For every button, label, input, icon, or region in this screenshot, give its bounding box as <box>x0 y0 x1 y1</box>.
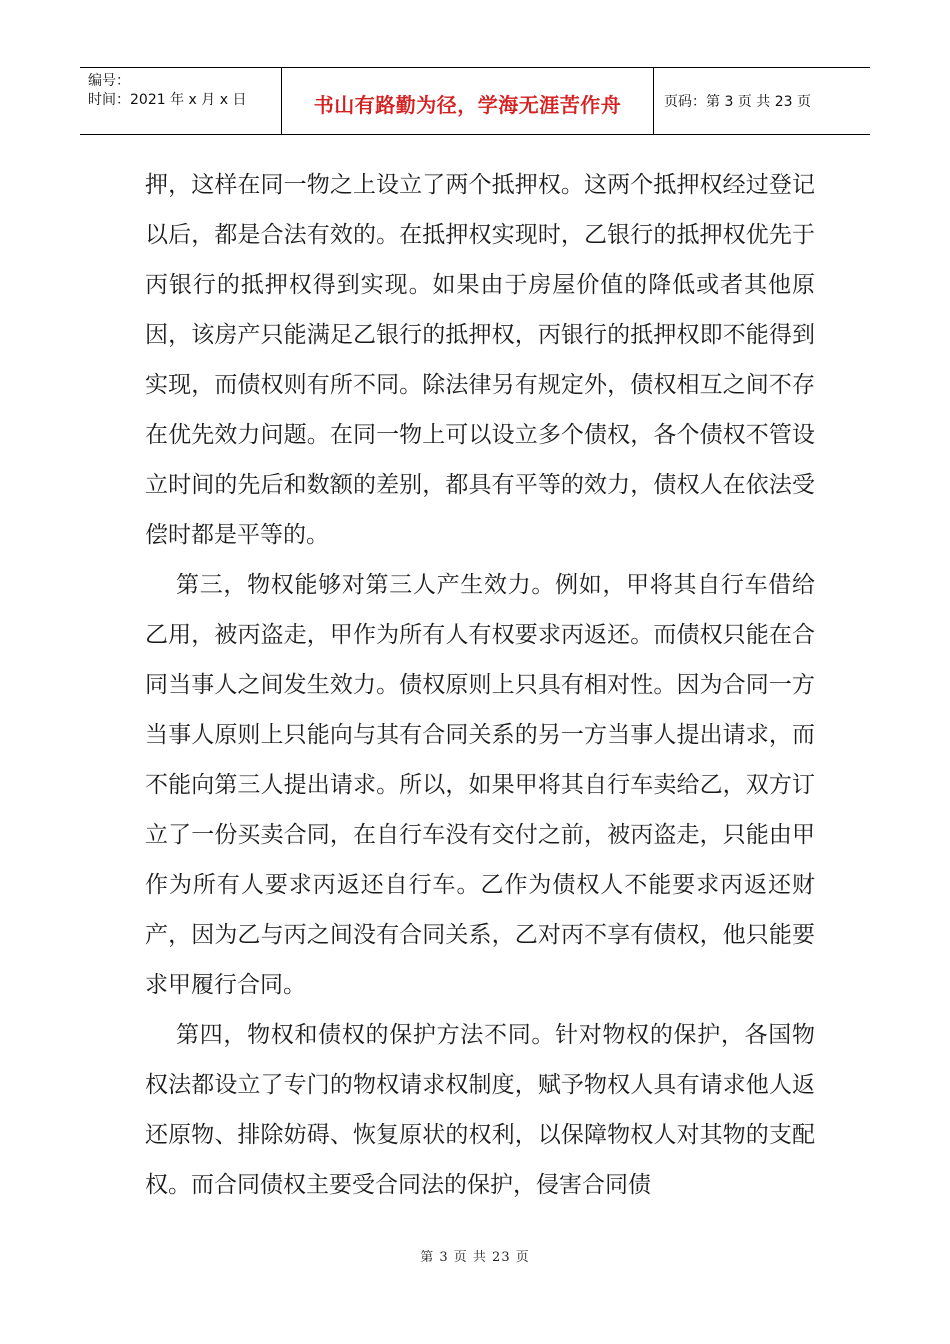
paragraph-third-point: 第三，物权能够对第三人产生效力。例如，甲将其自行车借给乙用，被丙盗走，甲作为所有人有权要求丙返还。而债权只能在合同当事人之间发生效力。债权原则上只具有相对性。因为合同一方当事人原则上只能向与其有合同关系的另一方当事人提出请求，而不能向第三人提出请求。所以，如果甲将其自行车卖给乙，双方订立了一份买卖合同，在自行车没有交付之前，被丙盗走，只能由甲作为所有人要求丙返还自行车。乙作为债权人不能要求丙返还财产，因为乙与丙之间没有合同关系，乙对丙不享有债权，他只能要求甲履行合同。 <box>145 572 815 998</box>
header-page-code: 页码：第 3 页 共 23 页 <box>664 94 811 110</box>
document-body <box>145 160 815 1210</box>
document-number-label: 编号： <box>88 73 130 89</box>
paragraph-continuation: 押，这样在同一物之上设立了两个抵押权。这两个抵押权经过登记以后，都是合法有效的。在抵押权实现时，乙银行的抵押权优先于丙银行的抵押权得到实现。如果由于房屋价值的降低或者其他原因，该房产只能满足乙银行的抵押权，丙银行的抵押权即不能得到实现，而债权则有所不同。除法律另有规定外，债权相互之间不存在优先效力问题。在同一物上可以设立多个债权，各个债权不管设立时间的先后和数额的差别，都具有平等的效力，债权人在依法受偿时都是平等的。 <box>145 172 815 548</box>
header-page-cell <box>654 68 870 134</box>
header-table <box>80 67 870 135</box>
page-footer <box>0 1246 950 1265</box>
header-motto: 书山有路勤为径，学海无涯苦作舟 <box>313 92 622 117</box>
header-meta-cell <box>80 68 282 134</box>
header-motto-cell <box>282 68 654 134</box>
document-date-label: 时间：2021 年 x 月 x 日 <box>88 92 247 108</box>
footer-page-number: 第 3 页 共 23 页 <box>420 1250 530 1265</box>
paragraph-fourth-point: 第四，物权和债权的保护方法不同。针对物权的保护，各国物权法都设立了专门的物权请求权制度，赋予物权人具有请求他人返还原物、排除妨碍、恢复原状的权利，以保障物权人对其物的支配权。而合同债权主要受合同法的保护，侵害合同债 <box>145 1022 815 1198</box>
